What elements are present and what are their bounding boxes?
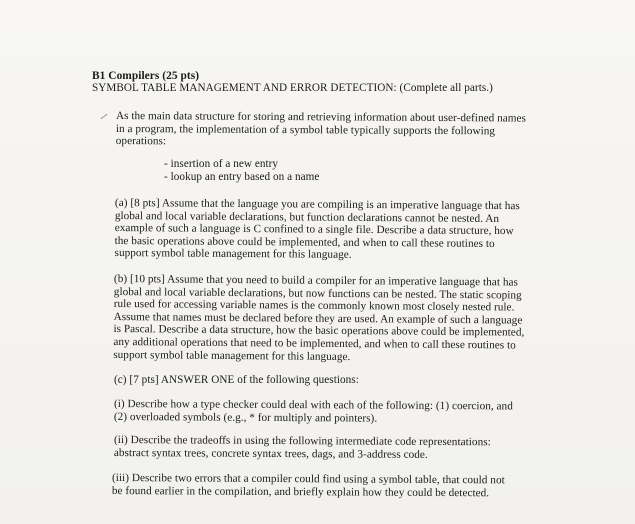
part-a-line: example of such a language is C confined to a single file. Describe a data structure, how — [114, 222, 514, 238]
question-iii — [112, 472, 505, 500]
part-b-line: global and local variable declarations, but now functions can be nested. The static scoping — [113, 285, 522, 302]
question-ii-line: (ii) Describe the tradeoffs in using the following intermediate code representations: — [113, 434, 491, 449]
part-b-line: (b) [10 pts] Assume that you need to build a compiler for an imperative language that has — [113, 273, 518, 289]
intro-line: As the main data structure for storing and retrieving information about user-defined names — [115, 110, 527, 125]
part-b-line: is Pascal. Describe a data structure, how the basic operations above could be implemented, — [113, 323, 525, 339]
problem-title: B1 Compilers (25 pts) — [92, 70, 200, 82]
pencil-mark — [100, 114, 107, 119]
part-a-line: support symbol table management for this language. — [114, 247, 352, 262]
part-b-line: rule used for accessing variable names is the commonly known most closely nested rule. — [113, 298, 515, 314]
part-b-paragraph — [113, 273, 525, 365]
operation-item: - lookup an entry based on a name — [164, 170, 320, 183]
question-iii-line: (iii) Describe two errors that a compiler could find using a symbol table, that could not — [111, 472, 505, 487]
question-i-line: (i) Describe how a type checker could deal with each of the following: (1) coercion, and — [113, 398, 513, 413]
operation-item: - insertion of a new entry — [164, 158, 279, 170]
part-a-paragraph — [115, 197, 520, 263]
question-i-line: (2) overloaded symbols (e.g., * for multiply and pointers). — [113, 410, 378, 425]
intro-paragraph — [116, 110, 526, 150]
part-c-heading: (c) [7 pts] ANSWER ONE of the following questions: — [114, 374, 359, 386]
part-b-line: Assume that names must be declared before they are used. An example of such a language — [113, 310, 523, 327]
part-a-line: the basic operations above could be implemented, and when to call these routines to — [114, 234, 495, 250]
intro-line: operations: — [115, 135, 167, 148]
question-i — [114, 398, 513, 426]
operations-list — [164, 158, 319, 183]
part-b-line: support symbol table management for this language. — [113, 348, 351, 363]
question-ii-line: abstract syntax trees, concrete syntax trees, dags, and 3-address code. — [113, 446, 428, 461]
part-a-line: (a) [8 pts] Assume that the language you are compiling is an imperative language that has — [114, 197, 520, 213]
part-b-line: any additional operations that need to be implemented, and when to call these routines to — [113, 335, 516, 352]
problem-subtitle: SYMBOL TABLE MANAGEMENT AND ERROR DETECTION: (Complete all parts.) — [92, 82, 493, 94]
part-a-line: global and local variable declarations, but function declarations cannot be nested. An — [114, 209, 500, 225]
question-ii — [114, 434, 491, 461]
intro-line: in a program, the implementation of a symbol table typically supports the following — [115, 122, 496, 137]
question-iii-line: be found earlier in the compilation, and briefly explain how they could be detected. — [111, 484, 490, 499]
